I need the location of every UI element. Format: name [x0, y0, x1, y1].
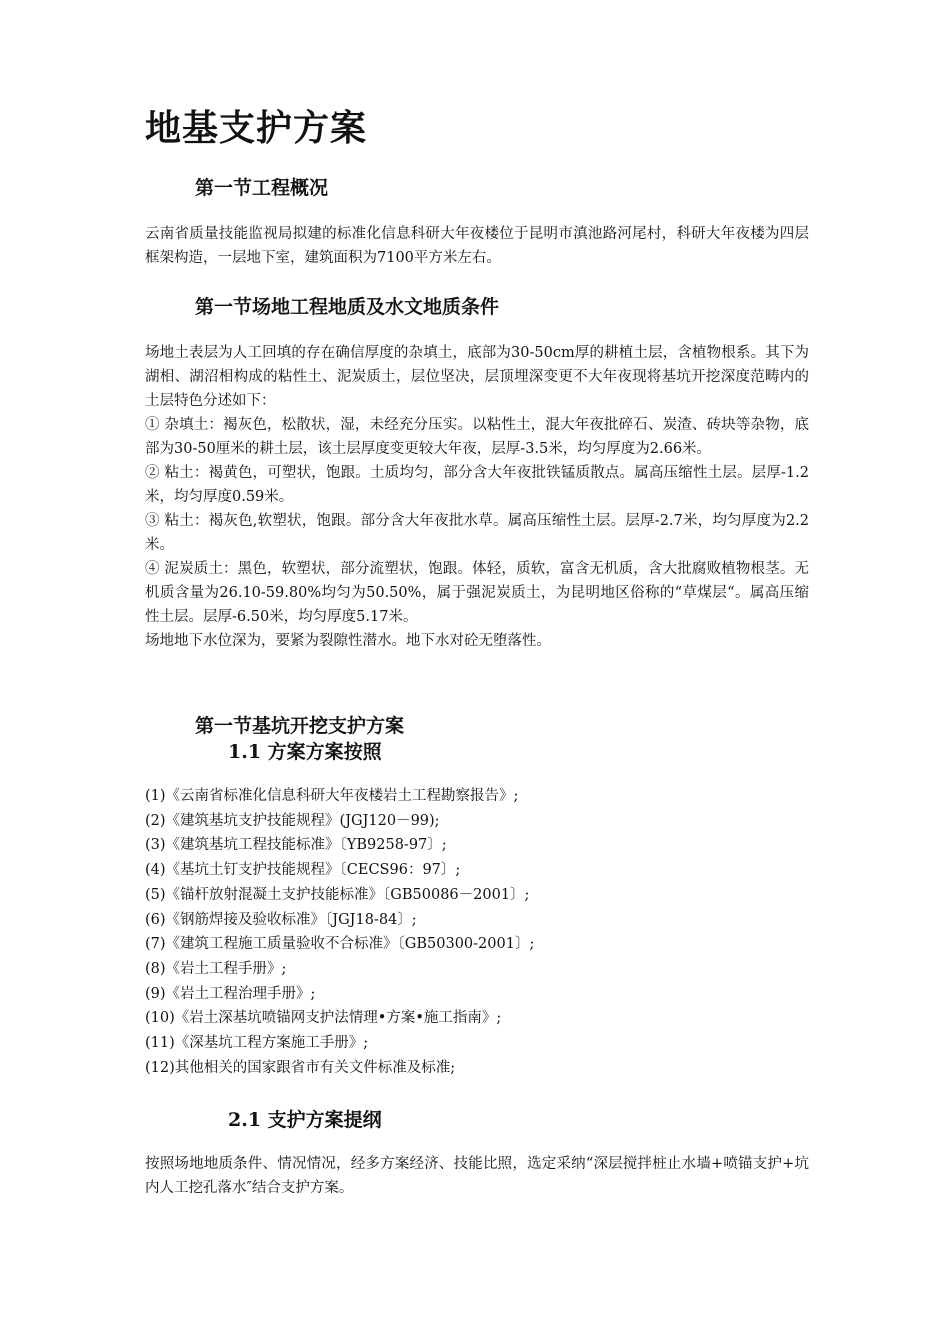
subsection-heading-design-basis: 1.1 方案方案按照: [228, 741, 382, 763]
list-item: (2)《建筑基坑支护技能规程》(JGJ120－99);: [145, 812, 440, 829]
section-geology-body: [145, 341, 809, 653]
paragraph: ③ 粘土：褐灰色,软塑状，饱跟。部分含大年夜批水草。属高压缩性土层。层厚-2.7米，均匀厚度为2.2米。: [145, 513, 809, 553]
list-item: (12)其他相关的国家跟省市有关文件标准及标准;: [145, 1059, 456, 1076]
list-item: (1)《云南省标准化信息科研大年夜楼岩土工程勘察报告》;: [145, 788, 519, 804]
list-item: (10)《岩土深基坑喷锚网支护法情理•方案•施工指南》;: [145, 1010, 502, 1027]
paragraph: 场地土表层为人工回填的存在确信厚度的杂填土，底部为30-50cm厚的耕植土层，含植物根系。其下为湖相、湖沼相构成的粘性土、泥炭质土，层位坚决，层顶埋深变更不大年夜现将基坑开挖深度范畴内的土层特色分述如下：: [145, 345, 809, 409]
paragraph: ④ 泥炭质土：黑色，软塑状，部分流塑状，饱跟。体轻，质软，富含无机质，含大批腐败植物根茎。无机质含量为26.10-59.80%均匀为50.50%，属于强泥炭质土，为昆明地区俗称的“草煤层“。属高压缩性土层。层厚-6.50米，均匀厚度5.17米。: [145, 561, 809, 625]
paragraph: ② 粘土：褐黄色，可塑状，饱跟。土质均匀，部分含大年夜批铁锰质散点。属高压缩性土层。层厚-1.2米，均匀厚度0.59米。: [145, 465, 809, 505]
section-project-overview-body: [145, 222, 809, 270]
list-item: (8)《岩土工程手册》;: [145, 960, 287, 977]
document-title: 地基支护方案: [145, 107, 368, 149]
section-heading-excavation-support: 第一节基坑开挖支护方案: [195, 715, 405, 737]
list-item: (5)《锚杆放射混凝土支护技能标准》〔GB50086－2001〕;: [145, 886, 530, 903]
list-item: (4)《基坑土钉支护技能规程》〔CECS96：97〕;: [145, 862, 461, 879]
section-heading-project-overview: 第一节工程概况: [195, 177, 329, 199]
subsection-heading-support-outline: 2.1 支护方案提纲: [228, 1109, 382, 1131]
list-item: (9)《岩土工程治理手册》;: [145, 985, 316, 1002]
paragraph: 按照场地地质条件、情况情况，经多方案经济、技能比照，选定采纳“深层搅拌桩止水墙+喷锚支护+坑内人工挖孔落水″结合支护方案。: [145, 1156, 809, 1196]
list-item: (6)《钢筋焊接及验收标准》〔JGJ18-84〕;: [145, 911, 417, 928]
paragraph: 场地地下水位深为，要紧为裂隙性潜水。地下水对砼无堕落性。: [145, 633, 551, 649]
list-item: (3)《建筑基坑工程技能标准》〔YB9258-97〕;: [145, 837, 447, 854]
section-support-outline-body: [145, 1152, 809, 1200]
reference-list: [145, 784, 809, 1080]
list-item: (11)《深基坑工程方案施工手册》;: [145, 1035, 369, 1052]
paragraph: 云南省质量技能监视局拟建的标准化信息科研大年夜楼位于昆明市滇池路河尾村，科研大年夜楼为四层框架构造，一层地下室，建筑面积为7100平方米左右。: [145, 226, 809, 266]
section-heading-geology: 第一节场地工程地质及水文地质条件: [195, 296, 500, 318]
list-item: (7)《建筑工程施工质量验收不合标准》〔GB50300-2001〕;: [145, 936, 535, 953]
paragraph: ① 杂填土：褐灰色，松散状，湿，未经充分压实。以粘性土，混大年夜批碎石、炭渣、砖块等杂物，底部为30-50厘米的耕土层，该土层厚度变更较大年夜，层厚-3.5米，均匀厚度为2.66米。: [145, 417, 809, 457]
